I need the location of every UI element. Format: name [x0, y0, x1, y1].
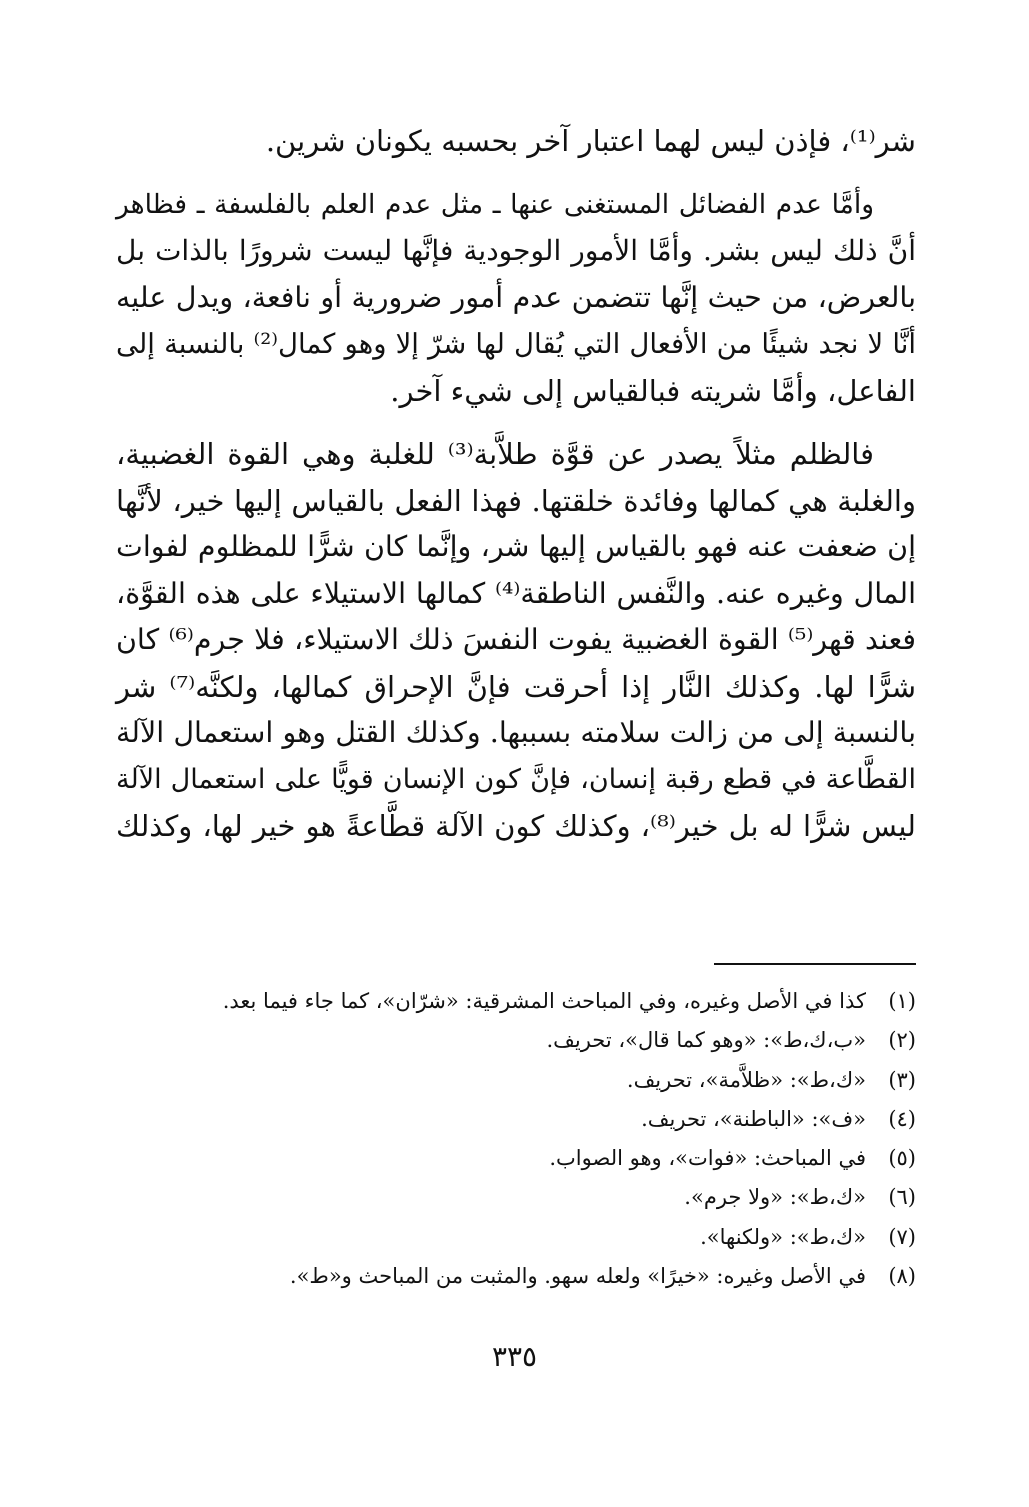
footnote-text: كذا في الأصل وغيره، وفي المباحث المشرقية: «شرّان»، كما جاء فيما بعد. — [222, 989, 866, 1013]
footnote — [116, 982, 916, 1021]
footnote — [116, 1021, 916, 1060]
text-line: المال وغيره عنه. والنَّفس الناطقة⁽⁴⁾ كمالها الاستيلاء على هذه القوَّة، — [116, 576, 916, 610]
footnote-text: «ك،ط»: «ظلاَّمة»، تحريف. — [626, 1067, 866, 1092]
text-line: شرًّا لها. وكذلك النَّار إذا أحرقت فإنَّ الإحراق كمالها، ولكنَّه⁽⁷⁾ شر — [116, 669, 917, 704]
footnote-text: «ف»: «الباطنة»، تحريف. — [641, 1106, 866, 1131]
footnotes — [116, 982, 916, 1296]
footnote — [116, 1061, 916, 1100]
text-line: أنَّ ذلك ليس بشر. وأمَّا الأمور الوجودية فإنَّها ليست شرورًا بالذات بل — [116, 234, 916, 267]
text-line: وأمَّا عدم الفضائل المستغنى عنها ـ مثل عدم العلم بالفلسفة ـ فظاهر — [116, 188, 874, 220]
footnote-number: (٢) — [888, 1028, 916, 1053]
footnote-text: «ب،ك،ط»: «وهو كما قال»، تحريف. — [546, 1028, 866, 1053]
main-text — [116, 118, 916, 850]
footnote — [116, 1218, 916, 1257]
footnote-number: (٨) — [888, 1264, 916, 1289]
text-line: أنَّا لا نجد شيئًا من الأفعال التي يُقال لها شرّ إلا وهو كمال⁽²⁾ بالنسبة إلى — [116, 328, 916, 360]
footnote — [116, 1178, 916, 1217]
text-line: والغلبة هي كمالها وفائدة خلقتها. فهذا الفعل بالقياس إليها خير، لأنَّها — [116, 483, 916, 518]
footnote — [116, 1100, 916, 1139]
footnote-number: (٦) — [888, 1185, 916, 1210]
text-line: بالعرض، من حيث إنَّها تتضمن عدم أمور ضرورية أو نافعة، ويدل عليه — [116, 280, 916, 314]
footnote-number: (٥) — [888, 1146, 916, 1171]
footnote-text: في الأصل وغيره: «خيرًا» ولعله سهو. والمثبت من المباحث و«ط». — [289, 1264, 866, 1289]
footnote-number: (٤) — [888, 1106, 916, 1131]
footnote-text: «ك،ط»: «ولكنها». — [700, 1224, 866, 1249]
text-line: فعند قهر⁽⁵⁾ القوة الغضبية يفوت النفسَ ذلك الاستيلاء، فلا جرم⁽⁶⁾ كان — [116, 623, 916, 656]
page-number: ٣٣٥ — [491, 1340, 538, 1373]
footnote — [116, 1257, 916, 1296]
text-line: فالظلم مثلاً يصدر عن قوَّة طلاَّبة⁽³⁾ للغلبة وهي القوة الغضبية، — [116, 437, 874, 471]
footnote-number: (١) — [888, 989, 916, 1013]
footnote-number: (٣) — [888, 1067, 916, 1092]
footnote-separator — [714, 963, 916, 965]
footnote-text: في المباحث: «فوات»، وهو الصواب. — [549, 1146, 866, 1171]
footnote-text: «ك،ط»: «ولا جرم». — [684, 1185, 866, 1210]
text-line: القطَّاعة في قطع رقبة إنسان، فإنَّ كون الإنسان قويًّا على استعمال الآلة — [116, 763, 916, 795]
text-line: إن ضعفت عنه فهو بالقياس إليها شر، وإنَّما كان شرًّا للمظلوم لفوات — [116, 530, 916, 563]
text-line: بالنسبة إلى من زالت سلامته بسببها. وكذلك القتل وهو استعمال الآلة — [116, 716, 916, 749]
footnote-number: (٧) — [888, 1224, 916, 1249]
footnote — [116, 1139, 916, 1178]
text-line: ليس شرًّا له بل خير⁽⁸⁾، وكذلك كون الآلة قطَّاعةً هو خير لها، وكذلك — [116, 809, 916, 843]
text-line: شر⁽¹⁾، فإذن ليس لهما اعتبار آخر بحسبه يكونان شرين. — [265, 124, 916, 158]
text-line: الفاعل، وأمَّا شريته فبالقياس إلى شيء آخر. — [390, 373, 916, 408]
